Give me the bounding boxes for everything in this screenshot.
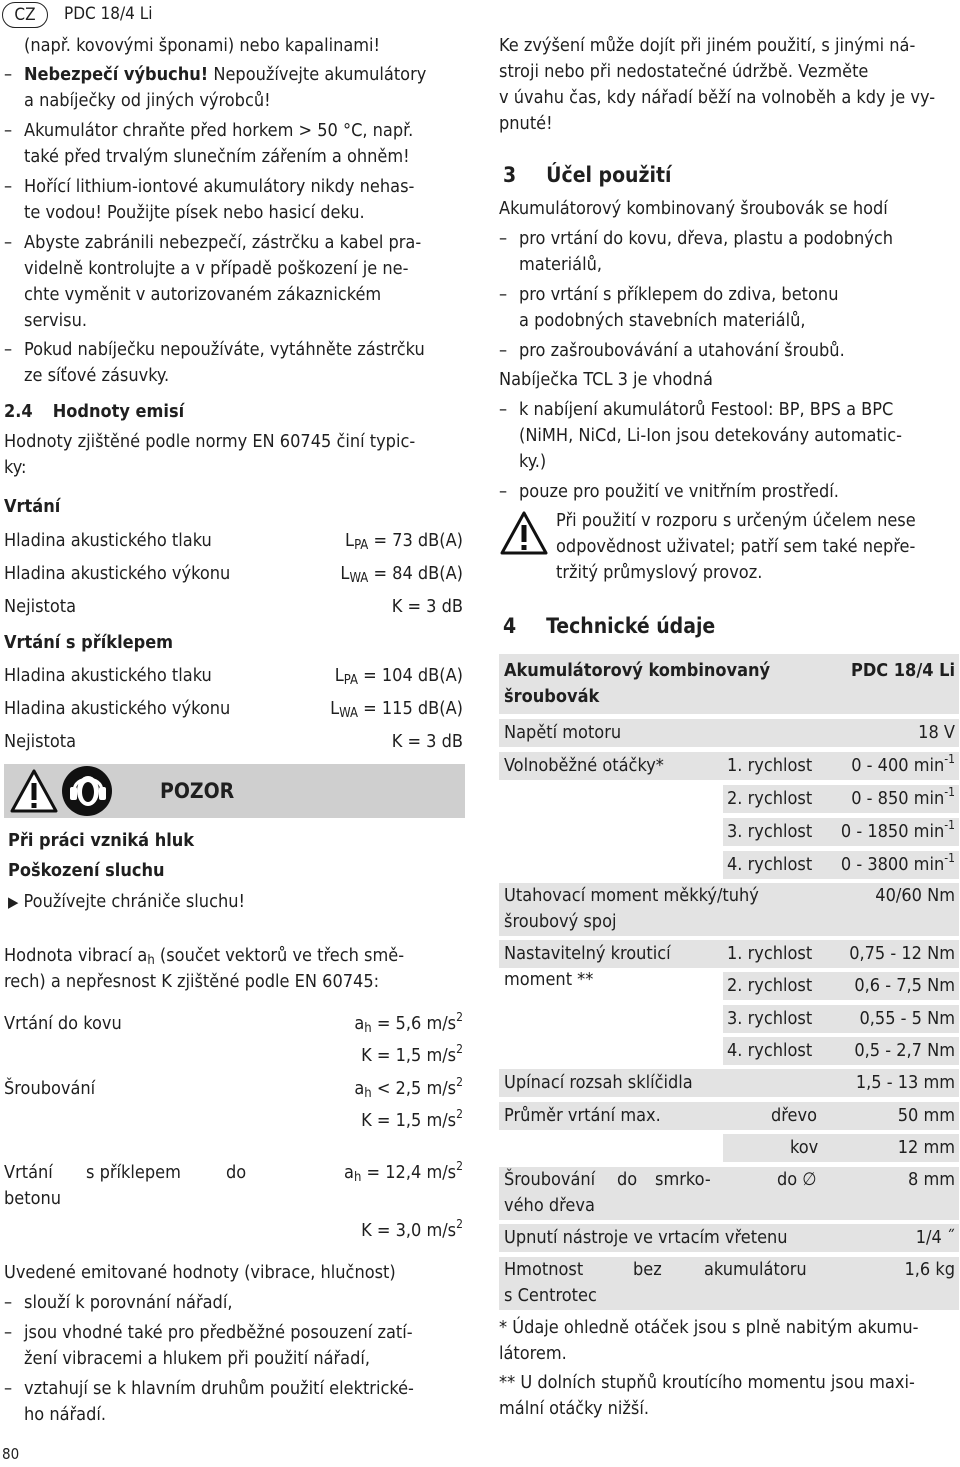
vibration-intro: Hodnota vibrací $a_h$ (součet vektorů ve třech smě- (4, 945, 405, 968)
warning-title: POZOR (160, 779, 235, 803)
header-model: PDC 18/4 Li (64, 4, 153, 24)
table-row: Nastavitelný krouticí moment ** 1. rychlost 0,75 - 12 Nm (499, 940, 959, 968)
footnote: ** U dolních stupňů kroutícího momentu jsou maxi- (499, 1372, 915, 1393)
table-row: 4. rychlost 0,5 - 2,7 Nm (723, 1037, 959, 1065)
table-row: 3. rychlost 0,55 - 5 Nm (723, 1005, 959, 1033)
intro-line: (např. kovovými šponami) nebo kapalinami! (24, 35, 381, 56)
right-column: Ke zvýšení může dojít při jiném použití, s jinými ná- stroji nebo při nedostatečné údržbě. Vezměte v úvahu čas, kdy nářadí běží na volnoběh a kdy je vy- pnuté! 3 Účel použití Akumulátorový kombinovaný šroubovák se hodí – pro vrtání do kovu, dřeva, plastu a podobných materiálů, – pro vrtání s příklepem do zdiva, betonu a podobných stavebních materiálů, – pro zašroubovávání a utahování šroubů. Nabíječka TCL 3 je vhodná – k nabíjení akumulátorů Festool: BP, BPS a BPC (NiMH, NiCd, Li-Ion jsou detekovány automatic- ky.) – pouze pro použití ve vnitřním prostředí. Při použití v rozporu s určeným účelem nese odpovědnost uživatel; patří sem také nepře- tržitý průmyslový provoz. 4 Technické údaje (499, 35, 936, 638)
table-row: kov 12 mm (723, 1134, 959, 1162)
hammer-power-value: $L_{WA} = 115$ dB(A) (330, 698, 463, 721)
section-heading-purpose: 3 Účel použití (503, 163, 672, 187)
drilling-title: Vrtání (4, 496, 61, 517)
table-row: 3. rychlost 0 - 1850 $\min^{-1}$ (723, 818, 959, 846)
hammer-pressure-value: $L_{PA} = 104$ dB(A) (334, 665, 463, 688)
table-row: Hmotnost bez akumulátoru s Centrotec 1,6 kg (499, 1257, 959, 1310)
arrow-right-icon: ▶ (8, 893, 19, 911)
table-row: 4. rychlost 0 - 3800 $\min^{-1}$ (723, 851, 959, 879)
table-row: Volnoběžné otáčky* 1. rychlost 0 - 400 $\min^{-1}$ (499, 752, 959, 780)
table-row: 2. rychlost 0 - 850 $\min^{-1}$ (723, 785, 959, 813)
table-header-row: Akumulátorový kombinovaný šroubovák PDC 18/4 Li (499, 654, 959, 714)
table-row: Upínací rozsah sklíčidla 1,5 - 13 mm (499, 1069, 959, 1097)
language-badge: CZ (2, 2, 48, 28)
warning-triangle-icon (499, 510, 549, 556)
footnote: * Údaje ohledně otáček jsou s plně nabitým akumu- (499, 1317, 919, 1338)
bullet-explosion: Nebezpečí výbuchu! Nepoužívejte akumulátory (24, 64, 427, 85)
warning-triangle-icon (10, 768, 58, 814)
table-row: Upnutí nástroje ve vrtacím vřetenu 1/4 ˝ (499, 1224, 959, 1252)
hammer-drilling-title: Vrtání s příklepem (4, 632, 174, 653)
drill-pressure-value: $L_{PA} = 73$ dB(A) (345, 530, 463, 553)
section-heading-emissions: 2.4 Hodnoty emisí (4, 401, 185, 422)
ear-protection-icon (61, 765, 113, 817)
table-row: Šroubování do smrko- vého dřeva do ∅ 8 mm (499, 1167, 959, 1220)
page-number: 80 (2, 1445, 20, 1463)
table-row: 2. rychlost 0,6 - 7,5 Nm (723, 972, 959, 1000)
warning-box: POZOR Při práci vzniká hluk Poškození sluchu ▶ Používejte chrániče sluchu! (4, 764, 465, 916)
table-row: Napětí motoru 18 V (499, 719, 959, 747)
left-column: (např. kovovými šponami) nebo kapalinami! – Nebezpečí výbuchu! Nepoužívejte akumulátory a nabíječky od jiných výrobců! – Akumulátor chraňte před horkem > 50 °C, např. také před trvalým slunečním zářením a ohněm! – Hořící lithium-iontové akumulátory nikdy nehas- te vodou! Použijte písek nebo hasicí deku. – Abyste zabránili nebezpečí, zástrčku a kabel pra- videlně kontrolujte a v případě poškození je ne- chte vyměnit v autorizovaném zákaznickém servisu. – Pokud nabíječku nepoužíváte, vytáhněte zástrčku ze síťové zásuvky. 2.4 Hodnoty emisí Hodnoty zjištěné podle normy EN 60745 činí typic- ky: Vrtání Hladina akustického tlaku $L_{PA} = 73$ dB(A) Hladina akustického výkonu $L_{WA} = 84$ dB(A) Nejistota K = 3 dB Vrtání s příklepem Hladina akustického tlaku $L_{PA} = 104$ dB(A) Hladina akustického výkonu $L_{WA} = 115$ dB(A) Nejistota K = 3 dB POZOR Při práci vzniká hluk Poškození sluchu ▶ Používejte chrániče sluchu! Hodnota vibrací $a_h$ (součet vektorů ve třech smě- rech) a nepřesnost K zjištěné podle EN 60745: Vrtání do kovu $a_h = 5,6$ $m/s^2$ K = 1,5 $m/s^2$ Šroubování $a_h < 2,5$ $m/s^2$ K = 1,5 $m/s^2$ Vrtání s příklepem do betonu $a_h = 12,4$ $m/s^2$ K = 3,0 $m/s^2$ Uvedené emitované hodnoty (vibrace, hlučnost) – slouží k porovnání nářadí, – jsou vhodné také pro předběžné posouzení zatí- žení vibracemi a hlukem při použití nářadí, – vztahují se k hlavním druhům použití elektrické- ho nářadí. 80 (0, 0, 470, 1465)
table-row: Utahovací moment měkký/tuhý šroubový spoj 40/60 Nm (499, 883, 959, 936)
diameter-icon: ∅ (802, 1169, 817, 1190)
section-heading-technical: 4 Technické údaje (503, 614, 716, 638)
table-row: Průměr vrtání max. dřevo 50 mm (499, 1102, 959, 1130)
drill-power-value: $L_{WA} = 84$ dB(A) (340, 563, 463, 586)
